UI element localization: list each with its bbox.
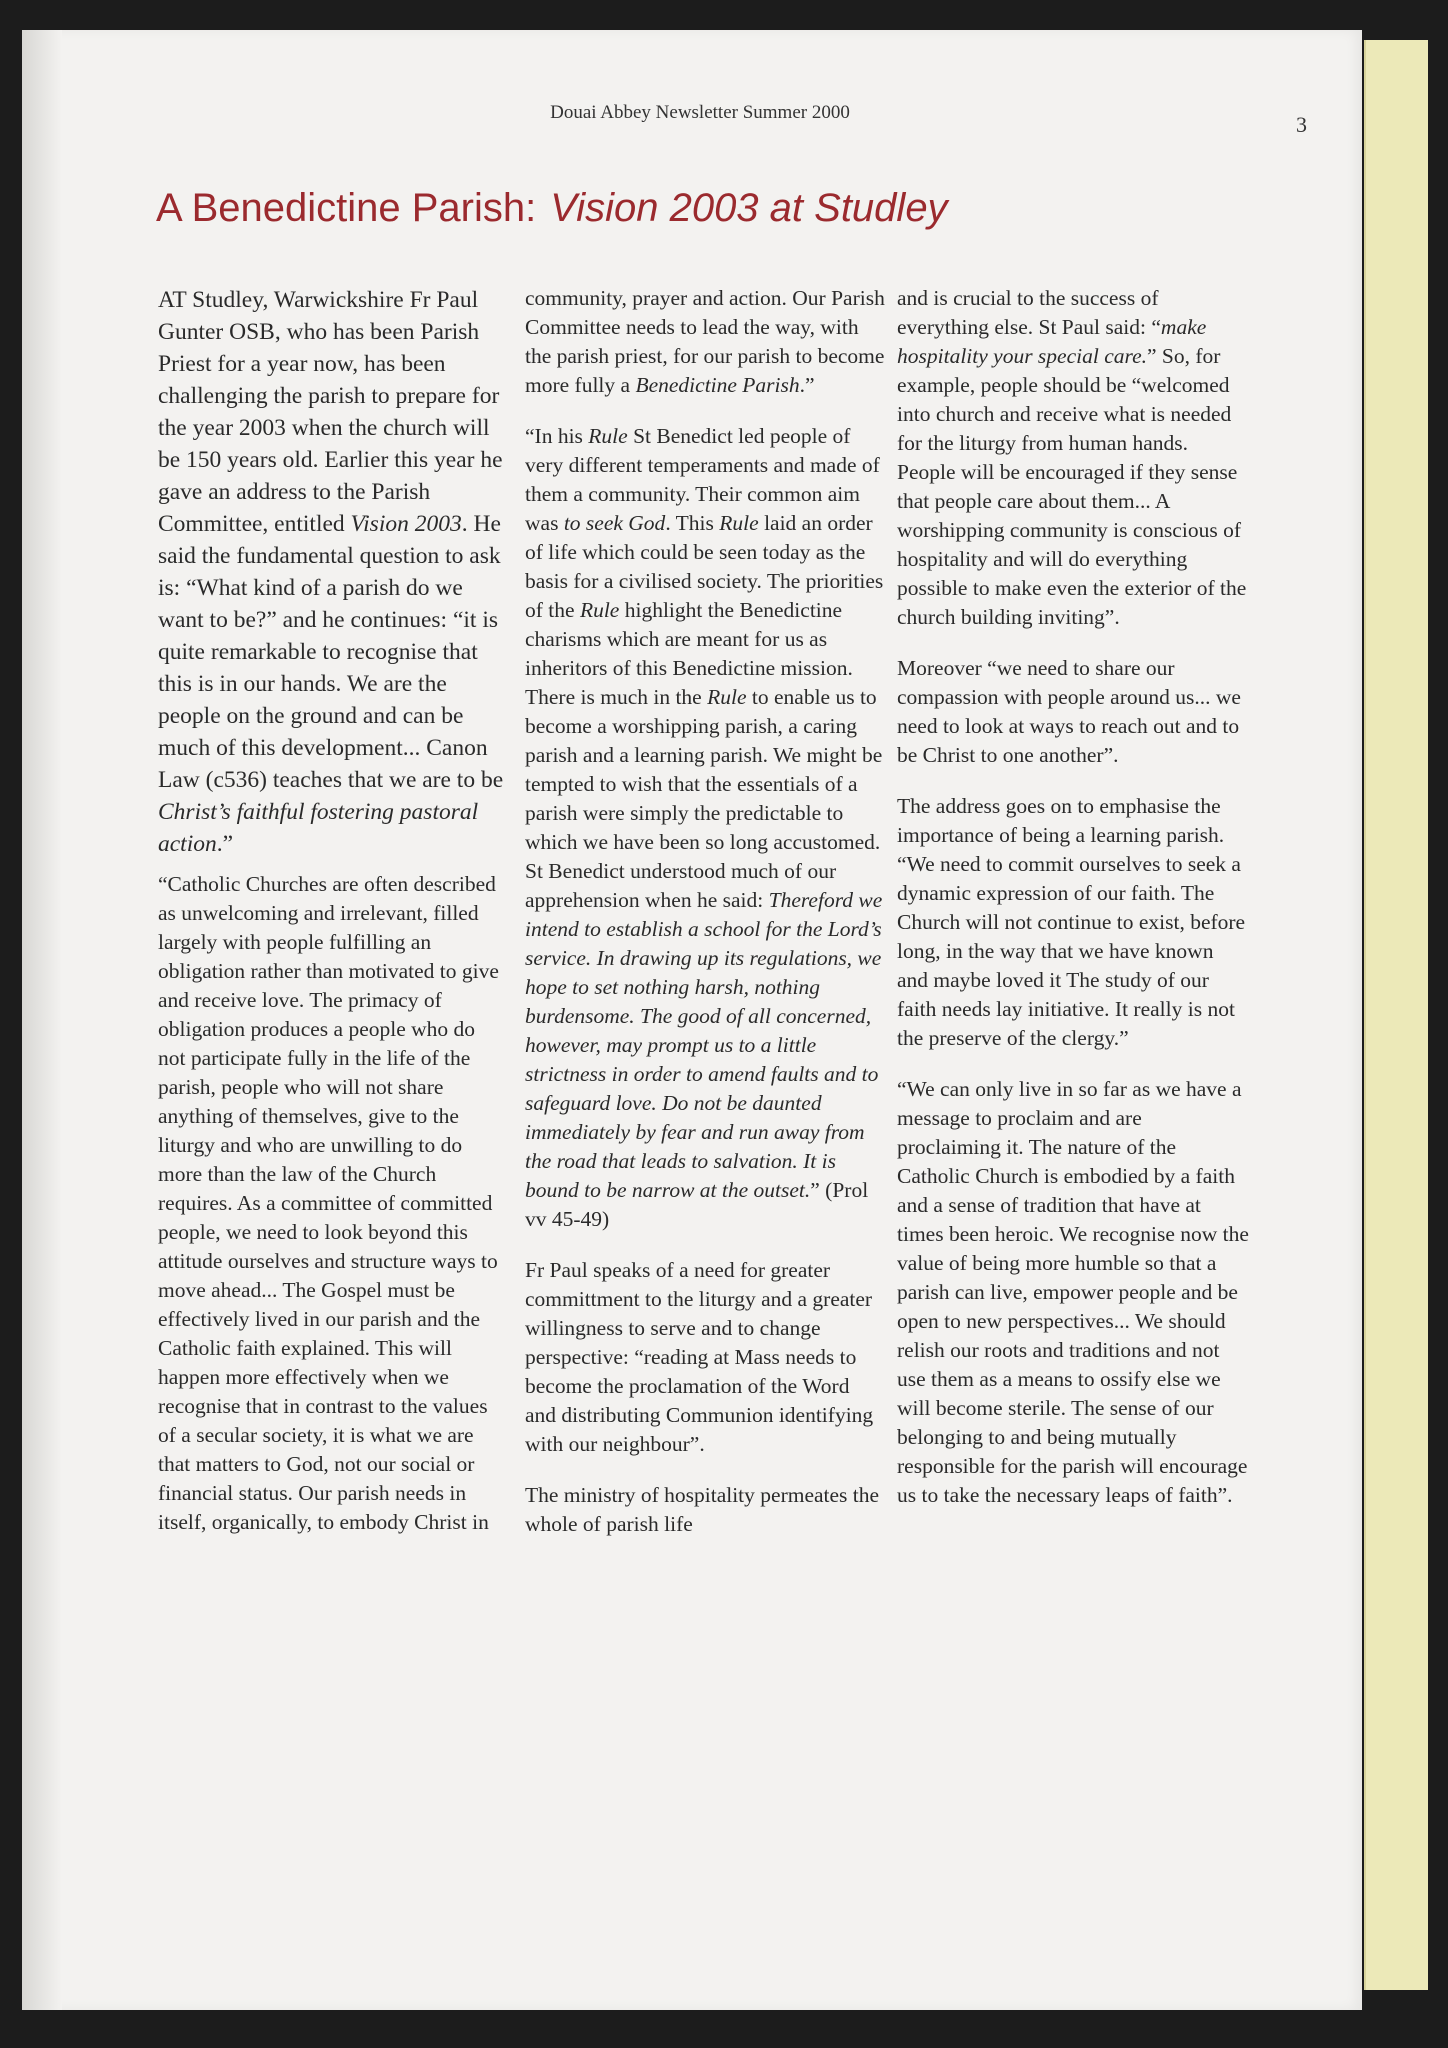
benedict-quote: Thereford we intend to establish a school for the Lord’s service. In drawing up its regulations, we hope to set nothing harsh, nothing burdensome. The good of all concerned, however, may prompt us to a little strictness in order to amend faults and to safeguard love. Do not be daunted immediately by fear and run away from the road that leads to salvation. It is bound to be narrow at the outset.	[525, 888, 883, 1202]
page-binding-edge	[22, 30, 62, 2010]
article-title-italic: Vision 2003 at Studley	[550, 186, 948, 230]
paragraph: community, prayer and action. Our Parish Committee needs to lead the way, with the parish priest, for our parish to become more fully a Benedictine Parish.”	[525, 286, 885, 397]
article-column-2	[525, 284, 885, 1561]
paragraph: The ministry of hospitality permeates the whole of parish life	[525, 1483, 880, 1536]
paragraph: “Catholic Churches are often described as unwelcoming and irrelevant, filled largely with people fulfilling an obligation rather than motivated to give and receive love. The primacy of obligation produces a people who do not participate fully in the life of the parish, people who will not share anything of themselves, give to the liturgy and who are unwilling to do more than the law of the Church requires. As a committee of committed people, we need to look beyond this attitude ourselves and structure ways to move ahead... The Gospel must be effectively lived in our parish and the Catholic faith explained. This will happen more effectively when we recognise that in contrast to the values of a secular society, it is what we are that matters to God, not our social or financial status. Our parish needs in itself, organically, to embody Christ in	[158, 872, 499, 1534]
article-title	[156, 186, 948, 231]
paragraph: “We can only live in so far as we have a message to proclaim and are proclaiming it. The nature of the Catholic Church is embodied by a faith and a sense of tradition that have at times been heroic. We recognise now the value of being more humble so that a parish can live, empower people and be open to new perspectives... We should relish our roots and traditions and not use them as a means to ossify else we will become sterile. The sense of our belonging to and being mutually responsible for the parish will encourage us to take the necessary leaps of faith”.	[897, 1077, 1249, 1507]
yellow-page-edge	[1364, 40, 1428, 1990]
article-column-3	[897, 284, 1249, 1532]
paragraph: AT Studley, Warwickshire Fr Paul Gunter OSB, who has been Parish Priest for a year now, has been challenging the parish to prepare for the year 2003 when the church will be 150 years old. Earlier this year he gave an address to the Parish Committee, entitled Vision 2003. He said the fundamental question to ask is: “What kind of a parish do we want to be?” and he continues: “it is quite remarkable to recognise that this is in our hands. We are the people on the ground and can be much of this development... Canon Law (c536) teaches that we are to be Christ’s faithful fostering pastoral action.”	[158, 287, 504, 857]
paragraph: and is crucial to the success of everything else. St Paul said: “make hospitality your special care.” So, for example, people should be “welcomed into church and receive what is needed for the liturgy from human hands. People will be encouraged if they sense that people care about them... A worshipping community is conscious of hospitality and will do everything possible to make even the exterior of the church building inviting”.	[897, 286, 1247, 629]
paragraph: Fr Paul speaks of a need for greater committment to the liturgy and a greater willingness to serve and to change perspective: “reading at Mass needs to become the proclamation of the Word and distributing Communion identifying with our neighbour”.	[525, 1258, 874, 1456]
article-title-main: A Benedictine Parish:	[156, 186, 537, 230]
page-number: 3	[1296, 112, 1307, 137]
running-header: Douai Abbey Newsletter Summer 2000	[550, 102, 850, 123]
article-column-1	[158, 284, 504, 1559]
paragraph: The address goes on to emphasise the importance of being a learning parish. “We need to commit ourselves to seek a dynamic expression of our faith. The Church will not continue to exist, before long, in the way that we have known and maybe loved it The study of our faith needs lay initiative. It really is not the preserve of the clergy.”	[897, 794, 1246, 1050]
paragraph: “In his Rule St Benedict led people of very different temperaments and made of them a community. Their common aim was to seek God. This Rule laid an order of life which could be seen today as the basis for a civilised society. The priorities of the Rule highlight the Benedictine charisms which are meant for us as inheritors of this Benedictine mission. There is much in the Rule to enable us to become a worshipping parish, a caring parish and a learning parish. We might be tempted to wish that the essentials of a parish were simply the predictable to which we have been so long accustomed. St Benedict understood much of our apprehension when he said: Thereford we intend to establish a school for the Lord’s service. In drawing up its regulations, we hope to set nothing harsh, nothing burdensome. The good of all concerned, however, may prompt us to a little strictness in order to amend faults and to safeguard love. Do not be daunted immediately by fear and run away from the road that leads to salvation. It is bound to be narrow at the outset.” (Prol vv 45-49)	[525, 424, 884, 1231]
paragraph: Moreover “we need to share our compassion with people around us... we need to look at ways to reach out and to be Christ to one another”.	[897, 656, 1241, 767]
